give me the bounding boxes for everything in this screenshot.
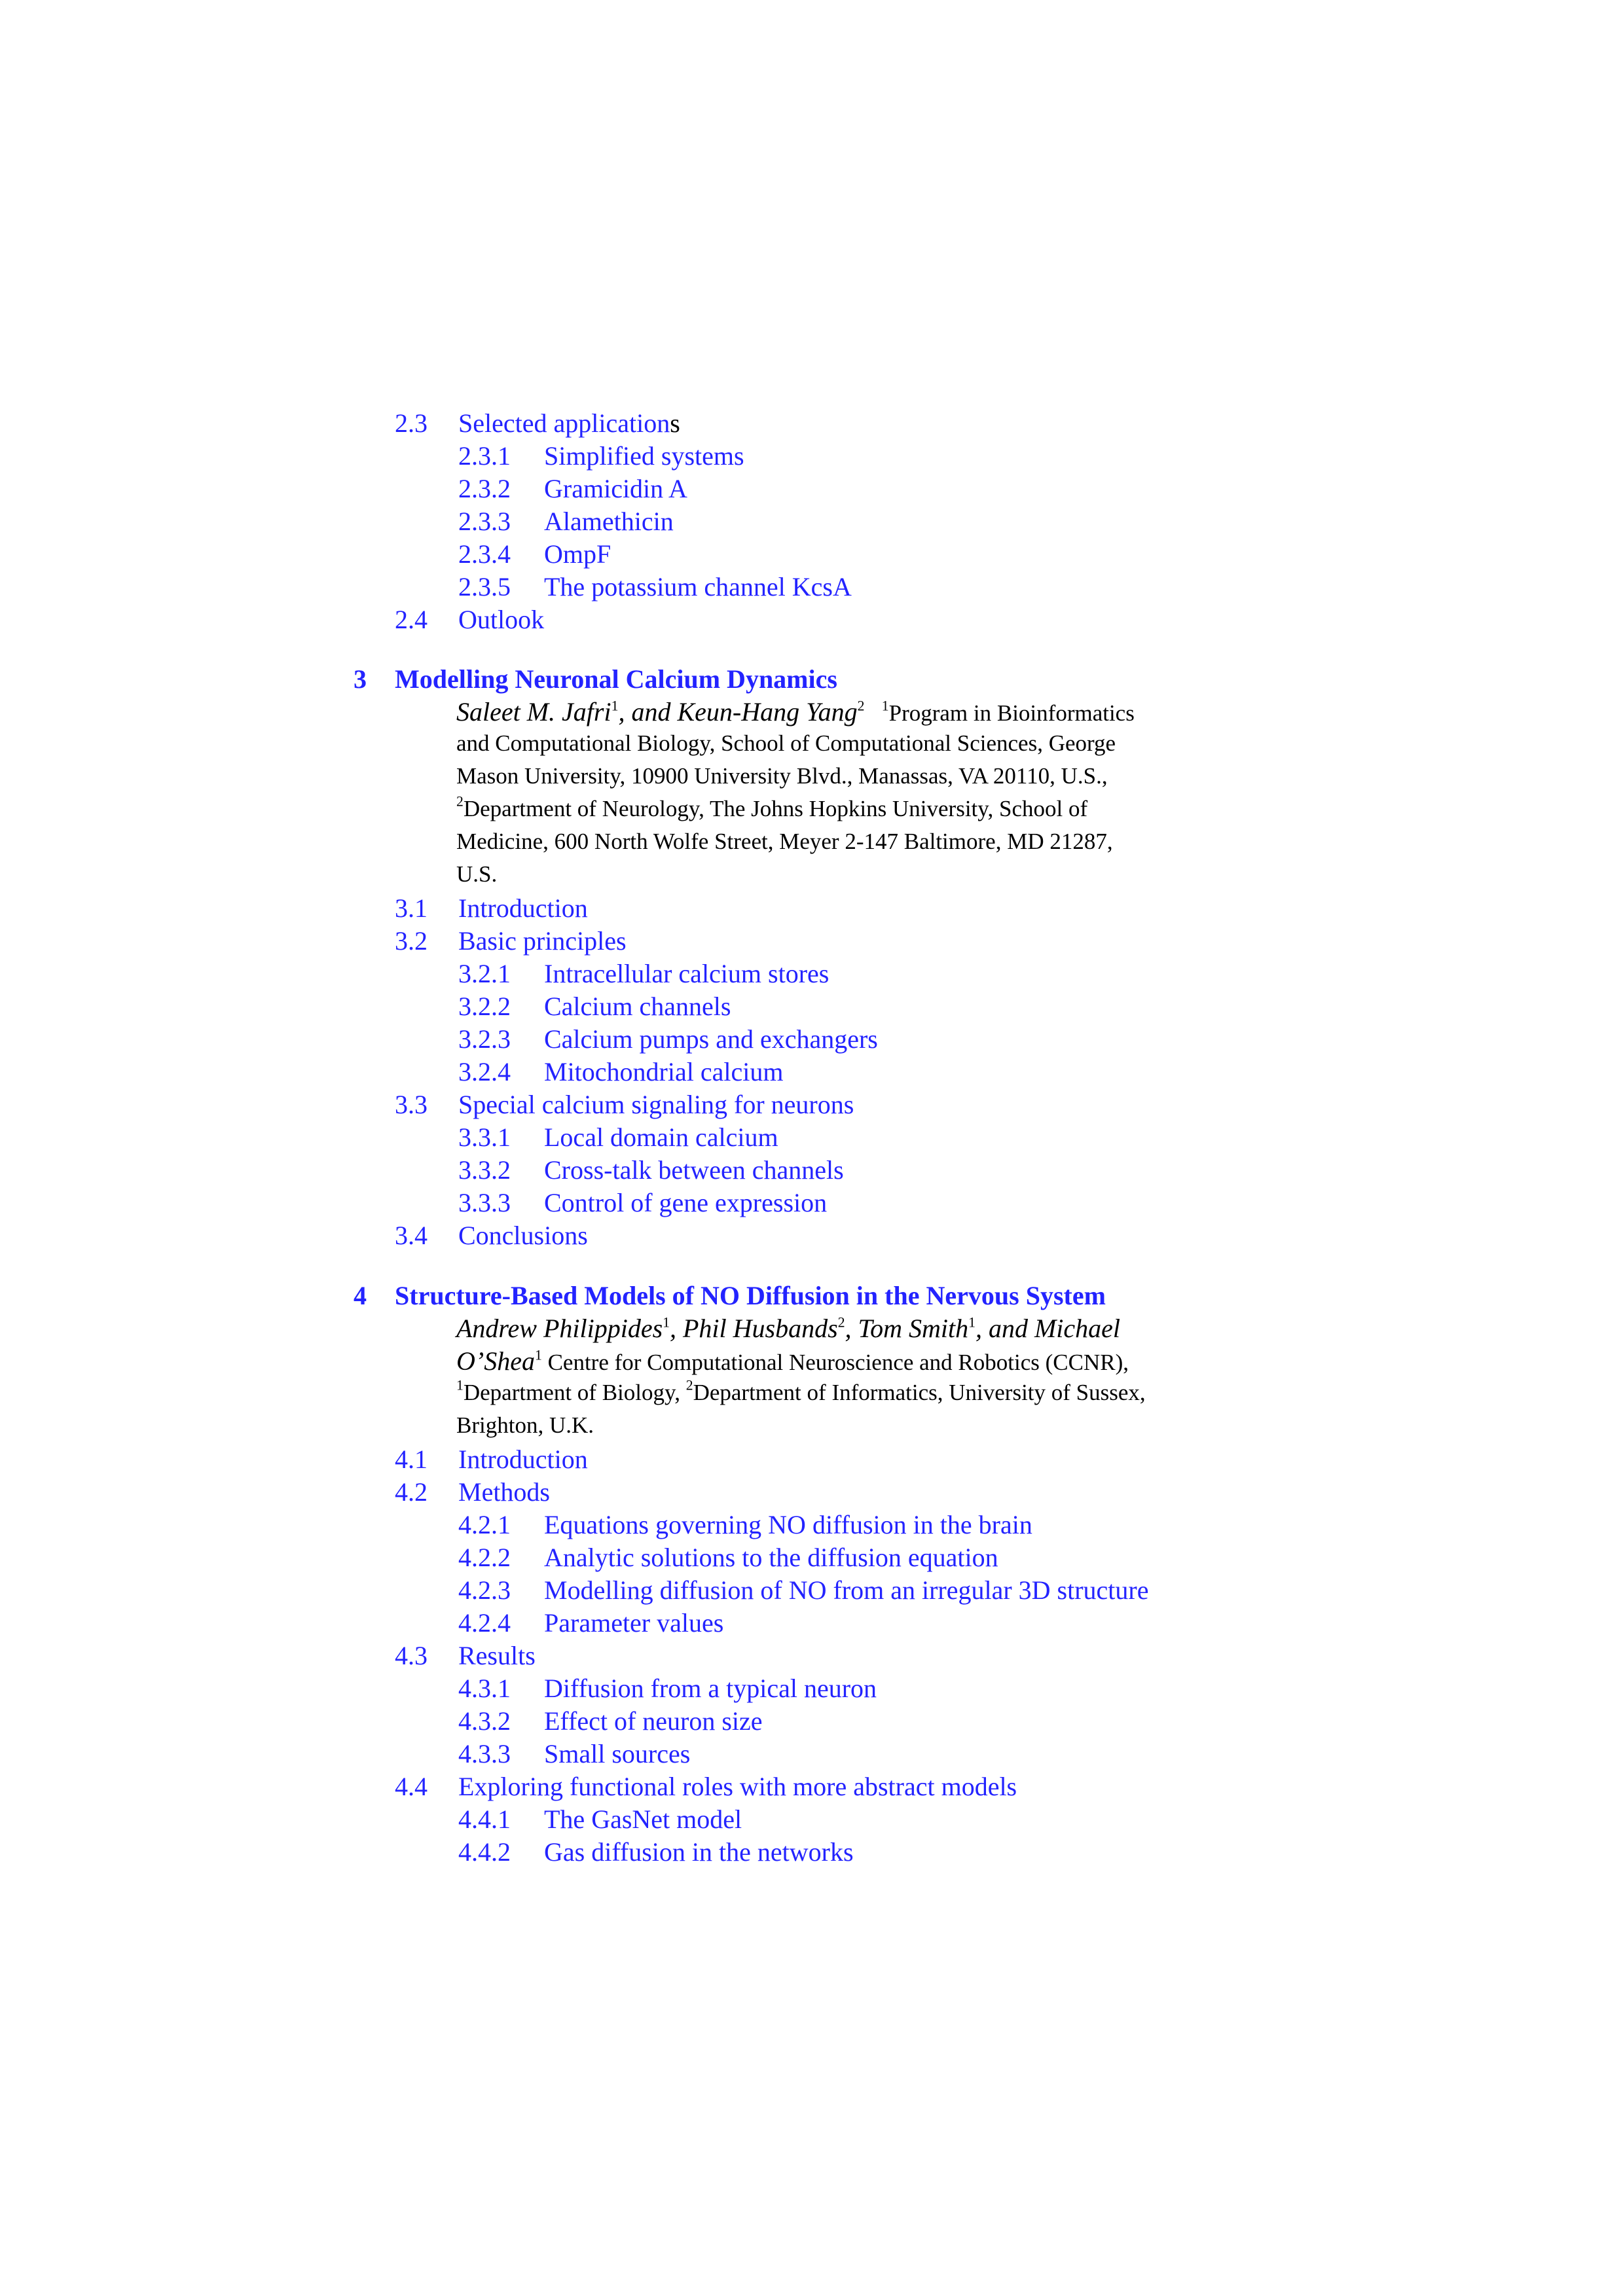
- toc-number[interactable]: 2.3: [395, 408, 428, 438]
- toc-number[interactable]: 3.3: [395, 1090, 428, 1119]
- toc-number[interactable]: 3.3.2: [458, 1155, 511, 1185]
- toc-title[interactable]: Effect of neuron size: [544, 1706, 763, 1736]
- toc-number[interactable]: 4.3.3: [458, 1739, 511, 1768]
- toc-title[interactable]: The GasNet model: [544, 1804, 742, 1834]
- toc-title[interactable]: Selected application: [458, 408, 670, 438]
- affiliation-line: Brighton, U.K.: [456, 1412, 594, 1438]
- toc-number[interactable]: 4.2: [395, 1477, 428, 1507]
- author-name: Andrew Philippides: [456, 1314, 663, 1343]
- toc-number[interactable]: 3.2.2: [458, 992, 511, 1021]
- toc-number[interactable]: 4.2.1: [458, 1510, 511, 1539]
- toc-number[interactable]: 4.1: [395, 1444, 428, 1474]
- toc-number[interactable]: 3.2.1: [458, 959, 511, 988]
- affiliation-line: [456, 793, 1088, 821]
- toc-title[interactable]: Results: [458, 1641, 536, 1670]
- toc-number[interactable]: 4.3.2: [458, 1706, 511, 1736]
- author-sup: 2: [857, 698, 865, 714]
- toc-title[interactable]: Calcium pumps and exchangers: [544, 1024, 878, 1054]
- toc-title[interactable]: Local domain calcium: [544, 1122, 778, 1152]
- toc-number[interactable]: 2.4: [395, 605, 428, 634]
- toc-number[interactable]: 3.2: [395, 926, 428, 956]
- affiliation-line: [456, 1348, 1129, 1374]
- toc-title[interactable]: Gas diffusion in the networks: [544, 1837, 854, 1867]
- chapter-4-authors-line: [456, 1316, 1120, 1342]
- toc-title[interactable]: Analytic solutions to the diffusion equation: [544, 1543, 998, 1572]
- toc-number[interactable]: 4.4: [395, 1772, 428, 1801]
- affiliation-text: Department of Neurology, The Johns Hopkins University, School of: [463, 796, 1088, 821]
- toc-title[interactable]: Small sources: [544, 1739, 691, 1768]
- toc-number[interactable]: 4.2.4: [458, 1608, 511, 1638]
- toc-number[interactable]: 2.3.4: [458, 539, 511, 569]
- toc-number[interactable]: 4.4.1: [458, 1804, 511, 1834]
- toc-title[interactable]: Special calcium signaling for neurons: [458, 1090, 854, 1119]
- toc-title[interactable]: Exploring functional roles with more abstract models: [458, 1772, 1017, 1801]
- author-name: , Phil Husbands: [670, 1314, 838, 1343]
- toc-number[interactable]: 4.4.2: [458, 1837, 511, 1867]
- toc-title[interactable]: Alamethicin: [544, 507, 674, 536]
- affiliation-sup: 1: [881, 698, 889, 714]
- toc-number[interactable]: 2.3.2: [458, 474, 511, 503]
- chapter-title[interactable]: Modelling Neuronal Calcium Dynamics: [395, 664, 837, 694]
- toc-title[interactable]: Calcium channels: [544, 992, 731, 1021]
- toc-number[interactable]: 3.3.1: [458, 1122, 511, 1152]
- toc-title[interactable]: Introduction: [458, 1444, 588, 1474]
- toc-number[interactable]: 2.3.1: [458, 441, 511, 471]
- affiliation-text: Program in Bioinformatics: [888, 700, 1135, 726]
- toc-title[interactable]: Introduction: [458, 893, 588, 923]
- toc-title[interactable]: Gramicidin A: [544, 474, 687, 503]
- author-name: , Tom Smith: [845, 1314, 969, 1343]
- author-sup: 1: [663, 1314, 670, 1331]
- affiliation-line: Medicine, 600 North Wolfe Street, Meyer 2-147 Baltimore, MD 21287,: [456, 829, 1113, 854]
- author-name: Saleet M. Jafri: [456, 697, 611, 726]
- toc-title[interactable]: Modelling diffusion of NO from an irregular 3D structure: [544, 1575, 1149, 1605]
- author-name: O’Shea: [456, 1346, 535, 1376]
- toc-title[interactable]: Outlook: [458, 605, 545, 634]
- toc-number[interactable]: 3.1: [395, 893, 428, 923]
- toc-title[interactable]: Basic principles: [458, 926, 627, 956]
- toc-title[interactable]: Parameter values: [544, 1608, 724, 1638]
- affiliation-sup: 1: [456, 1377, 464, 1393]
- toc-number[interactable]: 4.2.3: [458, 1575, 511, 1605]
- affiliation-line: U.S.: [456, 861, 498, 887]
- chapter-3-authors-line: [456, 699, 1135, 725]
- chapter-title[interactable]: Structure-Based Models of NO Diffusion in the Nervous System: [395, 1281, 1106, 1310]
- toc-number[interactable]: 4.2.2: [458, 1543, 511, 1572]
- affiliation-text: Department of Informatics, University of Sussex,: [693, 1380, 1146, 1405]
- affiliation-text: Centre for Computational Neuroscience and Robotics (CCNR),: [541, 1350, 1129, 1375]
- toc-number[interactable]: 3.2.4: [458, 1057, 511, 1086]
- toc-title[interactable]: Methods: [458, 1477, 550, 1507]
- toc-title[interactable]: Equations governing NO diffusion in the brain: [544, 1510, 1032, 1539]
- toc-number[interactable]: 3.3.3: [458, 1188, 511, 1217]
- toc-title[interactable]: OmpF: [544, 539, 611, 569]
- toc-title[interactable]: Mitochondrial calcium: [544, 1057, 784, 1086]
- toc-title[interactable]: Cross-talk between channels: [544, 1155, 844, 1185]
- affiliation-text: Department of Biology,: [463, 1380, 686, 1405]
- toc-title[interactable]: Conclusions: [458, 1221, 588, 1250]
- author-sup: 1: [611, 698, 619, 714]
- affiliation-sup: 2: [685, 1377, 693, 1393]
- toc-number[interactable]: 3.2.3: [458, 1024, 511, 1054]
- chapter-number[interactable]: 4: [354, 1281, 367, 1310]
- toc-title[interactable]: Intracellular calcium stores: [544, 959, 830, 988]
- chapter-number[interactable]: 3: [354, 664, 367, 694]
- toc-number[interactable]: 4.3.1: [458, 1674, 511, 1703]
- toc-number[interactable]: 4.3: [395, 1641, 428, 1670]
- toc-number[interactable]: 2.3.5: [458, 572, 511, 601]
- toc-title[interactable]: Control of gene expression: [544, 1188, 828, 1217]
- toc-title[interactable]: Simplified systems: [544, 441, 744, 471]
- affiliation-line: and Computational Biology, School of Computational Sciences, George: [456, 730, 1116, 756]
- toc-title[interactable]: The potassium channel KcsA: [544, 572, 852, 601]
- affiliation-line: Mason University, 10900 University Blvd., Manassas, VA 20110, U.S.,: [456, 763, 1108, 789]
- author-name: , and Keun-Hang Yang: [618, 697, 858, 726]
- author-sup: 1: [534, 1347, 542, 1363]
- toc-title[interactable]: Diffusion from a typical neuron: [544, 1674, 877, 1703]
- author-sup: 1: [968, 1314, 976, 1331]
- toc-number[interactable]: 2.3.3: [458, 507, 511, 536]
- author-sup: 2: [837, 1314, 845, 1331]
- toc-number[interactable]: 3.4: [395, 1221, 428, 1250]
- author-name: , and Michael: [975, 1314, 1121, 1343]
- toc-title-tail: s: [670, 408, 680, 438]
- affiliation-line: [456, 1377, 1146, 1405]
- affiliation-sup: 2: [456, 793, 464, 810]
